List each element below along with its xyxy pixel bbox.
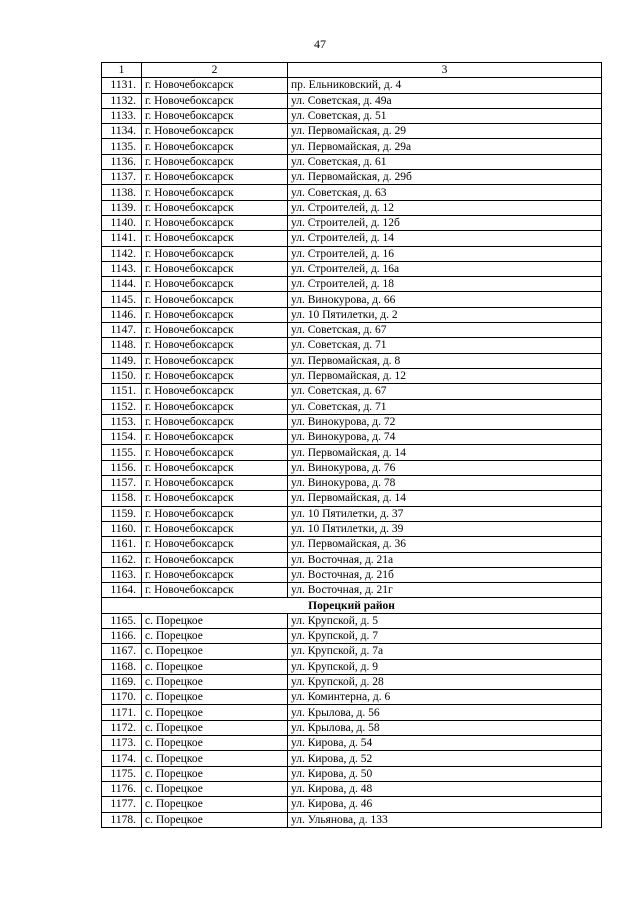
table-row — [102, 628, 602, 643]
row-locality: г. Новочебоксарск — [142, 78, 288, 93]
row-address: ул. Строителей, д. 12 — [288, 200, 602, 215]
table-row — [102, 261, 602, 276]
row-locality: г. Новочебоксарск — [142, 93, 288, 108]
row-number: 1147. — [102, 323, 142, 338]
table-row — [102, 231, 602, 246]
row-locality: г. Новочебоксарск — [142, 170, 288, 185]
row-number: 1154. — [102, 430, 142, 445]
table-body — [102, 63, 602, 828]
table-row — [102, 93, 602, 108]
page-number: 47 — [314, 37, 326, 51]
row-locality: г. Новочебоксарск — [142, 200, 288, 215]
table-row — [102, 460, 602, 475]
row-number: 1149. — [102, 353, 142, 368]
row-address: ул. Винокурова, д. 78 — [288, 476, 602, 491]
row-address: ул. Первомайская, д. 14 — [288, 491, 602, 506]
table-row — [102, 277, 602, 292]
row-locality: с. Порецкое — [142, 812, 288, 827]
row-number: 1172. — [102, 720, 142, 735]
row-number: 1169. — [102, 674, 142, 689]
row-number: 1137. — [102, 170, 142, 185]
row-address: ул. Крупской, д. 28 — [288, 674, 602, 689]
table-row — [102, 720, 602, 735]
row-number: 1134. — [102, 124, 142, 139]
row-number: 1139. — [102, 200, 142, 215]
row-address: ул. Советская, д. 71 — [288, 338, 602, 353]
row-number: 1146. — [102, 307, 142, 322]
row-address: ул. Винокурова, д. 76 — [288, 460, 602, 475]
row-locality: г. Новочебоксарск — [142, 583, 288, 598]
table-row — [102, 812, 602, 827]
row-number: 1176. — [102, 781, 142, 796]
row-number: 1150. — [102, 368, 142, 383]
row-number: 1145. — [102, 292, 142, 307]
row-number: 1166. — [102, 628, 142, 643]
table-row — [102, 690, 602, 705]
row-locality: г. Новочебоксарск — [142, 231, 288, 246]
row-locality: г. Новочебоксарск — [142, 414, 288, 429]
row-number: 1138. — [102, 185, 142, 200]
row-number: 1164. — [102, 583, 142, 598]
row-address: ул. Винокурова, д. 72 — [288, 414, 602, 429]
table-row — [102, 323, 602, 338]
row-number: 1153. — [102, 414, 142, 429]
row-number: 1177. — [102, 797, 142, 812]
table-row — [102, 430, 602, 445]
row-address: ул. Первомайская, д. 8 — [288, 353, 602, 368]
row-locality: с. Порецкое — [142, 613, 288, 628]
row-locality: г. Новочебоксарск — [142, 108, 288, 123]
row-address: ул. Коминтерна, д. 6 — [288, 690, 602, 705]
row-address: ул. Кирова, д. 50 — [288, 766, 602, 781]
row-locality: г. Новочебоксарск — [142, 506, 288, 521]
row-address: ул. Восточная, д. 21а — [288, 552, 602, 567]
row-number: 1148. — [102, 338, 142, 353]
row-address: ул. Крупской, д. 5 — [288, 613, 602, 628]
row-address: ул. Кирова, д. 46 — [288, 797, 602, 812]
header-cell-locality: 2 — [142, 63, 288, 78]
row-locality: г. Новочебоксарск — [142, 476, 288, 491]
row-number: 1155. — [102, 445, 142, 460]
row-number: 1171. — [102, 705, 142, 720]
table-row — [102, 644, 602, 659]
table-row — [102, 292, 602, 307]
table-row — [102, 445, 602, 460]
row-locality: г. Новочебоксарск — [142, 368, 288, 383]
row-locality: с. Порецкое — [142, 720, 288, 735]
row-number: 1133. — [102, 108, 142, 123]
row-locality: с. Порецкое — [142, 797, 288, 812]
row-address: ул. Кирова, д. 52 — [288, 751, 602, 766]
table-row — [102, 476, 602, 491]
row-address: пр. Ельниковский, д. 4 — [288, 78, 602, 93]
row-locality: г. Новочебоксарск — [142, 185, 288, 200]
table-row — [102, 185, 602, 200]
header-cell-address: 3 — [288, 63, 602, 78]
table-row — [102, 368, 602, 383]
row-number: 1165. — [102, 613, 142, 628]
row-locality: г. Новочебоксарск — [142, 399, 288, 414]
row-address: ул. Советская, д. 51 — [288, 108, 602, 123]
row-locality: г. Новочебоксарск — [142, 384, 288, 399]
row-locality: г. Новочебоксарск — [142, 567, 288, 582]
table-row — [102, 781, 602, 796]
row-number: 1141. — [102, 231, 142, 246]
row-address: ул. Винокурова, д. 66 — [288, 292, 602, 307]
table-row — [102, 705, 602, 720]
row-locality: с. Порецкое — [142, 705, 288, 720]
row-address: ул. Восточная, д. 21г — [288, 583, 602, 598]
row-address: ул. Советская, д. 61 — [288, 154, 602, 169]
row-number: 1161. — [102, 537, 142, 552]
row-address: ул. Советская, д. 49а — [288, 93, 602, 108]
row-number: 1174. — [102, 751, 142, 766]
table-row — [102, 751, 602, 766]
row-number: 1163. — [102, 567, 142, 582]
row-number: 1143. — [102, 261, 142, 276]
row-number: 1162. — [102, 552, 142, 567]
row-number: 1178. — [102, 812, 142, 827]
row-locality: г. Новочебоксарск — [142, 277, 288, 292]
row-number: 1132. — [102, 93, 142, 108]
section-heading-row — [102, 598, 602, 613]
row-locality: г. Новочебоксарск — [142, 491, 288, 506]
row-number: 1135. — [102, 139, 142, 154]
row-number: 1136. — [102, 154, 142, 169]
row-number: 1140. — [102, 215, 142, 230]
section-heading: Порецкий район — [102, 598, 602, 613]
table-row — [102, 108, 602, 123]
table-row — [102, 200, 602, 215]
row-locality: г. Новочебоксарск — [142, 307, 288, 322]
row-address: ул. Советская, д. 67 — [288, 323, 602, 338]
row-number: 1175. — [102, 766, 142, 781]
row-address: ул. Крупской, д. 7 — [288, 628, 602, 643]
row-address: ул. Советская, д. 63 — [288, 185, 602, 200]
row-locality: с. Порецкое — [142, 690, 288, 705]
table-row — [102, 414, 602, 429]
row-locality: с. Порецкое — [142, 628, 288, 643]
table-row — [102, 307, 602, 322]
table-row — [102, 353, 602, 368]
table-row — [102, 659, 602, 674]
table-row — [102, 537, 602, 552]
table-row — [102, 736, 602, 751]
row-locality: г. Новочебоксарск — [142, 521, 288, 536]
row-locality: г. Новочебоксарск — [142, 323, 288, 338]
row-locality: с. Порецкое — [142, 659, 288, 674]
row-locality: г. Новочебоксарск — [142, 261, 288, 276]
table-row — [102, 139, 602, 154]
table-row — [102, 154, 602, 169]
table-row — [102, 124, 602, 139]
row-address: ул. Советская, д. 71 — [288, 399, 602, 414]
table-row — [102, 170, 602, 185]
row-number: 1142. — [102, 246, 142, 261]
table-row — [102, 766, 602, 781]
row-address: ул. Крылова, д. 58 — [288, 720, 602, 735]
row-address: ул. Крупской, д. 7а — [288, 644, 602, 659]
row-locality: с. Порецкое — [142, 736, 288, 751]
row-number: 1152. — [102, 399, 142, 414]
row-locality: г. Новочебоксарск — [142, 430, 288, 445]
row-number: 1151. — [102, 384, 142, 399]
row-address: ул. Первомайская, д. 12 — [288, 368, 602, 383]
row-address: ул. Восточная, д. 21б — [288, 567, 602, 582]
row-number: 1157. — [102, 476, 142, 491]
row-locality: г. Новочебоксарск — [142, 445, 288, 460]
row-address: ул. Крылова, д. 56 — [288, 705, 602, 720]
row-locality: г. Новочебоксарск — [142, 215, 288, 230]
table-row — [102, 797, 602, 812]
row-address: ул. Кирова, д. 48 — [288, 781, 602, 796]
row-address: ул. Строителей, д. 14 — [288, 231, 602, 246]
row-address: ул. Крупской, д. 9 — [288, 659, 602, 674]
table-row — [102, 521, 602, 536]
row-number: 1156. — [102, 460, 142, 475]
row-address: ул. Строителей, д. 12б — [288, 215, 602, 230]
table-row — [102, 674, 602, 689]
table-row — [102, 552, 602, 567]
row-locality: г. Новочебоксарск — [142, 460, 288, 475]
row-address: ул. Ульянова, д. 133 — [288, 812, 602, 827]
row-number: 1158. — [102, 491, 142, 506]
table-row — [102, 338, 602, 353]
row-locality: г. Новочебоксарск — [142, 292, 288, 307]
row-address: ул. Первомайская, д. 29а — [288, 139, 602, 154]
row-locality: г. Новочебоксарск — [142, 154, 288, 169]
row-locality: с. Порецкое — [142, 644, 288, 659]
row-address: ул. Кирова, д. 54 — [288, 736, 602, 751]
row-locality: с. Порецкое — [142, 766, 288, 781]
table-row — [102, 491, 602, 506]
row-number: 1170. — [102, 690, 142, 705]
table-row — [102, 506, 602, 521]
row-address: ул. Винокурова, д. 74 — [288, 430, 602, 445]
row-address: ул. Первомайская, д. 29 — [288, 124, 602, 139]
row-address: ул. Строителей, д. 16а — [288, 261, 602, 276]
address-table — [101, 62, 602, 828]
row-address: ул. Советская, д. 67 — [288, 384, 602, 399]
row-address: ул. Строителей, д. 16 — [288, 246, 602, 261]
table-row — [102, 384, 602, 399]
header-cell-number: 1 — [102, 63, 142, 78]
table-row — [102, 215, 602, 230]
row-locality: г. Новочебоксарск — [142, 139, 288, 154]
row-locality: г. Новочебоксарск — [142, 338, 288, 353]
row-locality: с. Порецкое — [142, 751, 288, 766]
row-locality: с. Порецкое — [142, 781, 288, 796]
table-row — [102, 583, 602, 598]
table-header-row — [102, 63, 602, 78]
row-address: ул. Строителей, д. 18 — [288, 277, 602, 292]
row-locality: г. Новочебоксарск — [142, 246, 288, 261]
row-number: 1159. — [102, 506, 142, 521]
row-locality: г. Новочебоксарск — [142, 552, 288, 567]
row-locality: г. Новочебоксарск — [142, 353, 288, 368]
table-row — [102, 246, 602, 261]
row-locality: с. Порецкое — [142, 674, 288, 689]
row-locality: г. Новочебоксарск — [142, 537, 288, 552]
row-address: ул. Первомайская, д. 36 — [288, 537, 602, 552]
table-row — [102, 399, 602, 414]
row-number: 1144. — [102, 277, 142, 292]
row-address: ул. 10 Пятилетки, д. 37 — [288, 506, 602, 521]
row-number: 1160. — [102, 521, 142, 536]
table-row — [102, 613, 602, 628]
row-number: 1173. — [102, 736, 142, 751]
row-address: ул. 10 Пятилетки, д. 39 — [288, 521, 602, 536]
row-number: 1167. — [102, 644, 142, 659]
row-address: ул. Первомайская, д. 29б — [288, 170, 602, 185]
row-address: ул. Первомайская, д. 14 — [288, 445, 602, 460]
table-row — [102, 78, 602, 93]
table-row — [102, 567, 602, 582]
row-locality: г. Новочебоксарск — [142, 124, 288, 139]
row-number: 1131. — [102, 78, 142, 93]
row-number: 1168. — [102, 659, 142, 674]
row-address: ул. 10 Пятилетки, д. 2 — [288, 307, 602, 322]
